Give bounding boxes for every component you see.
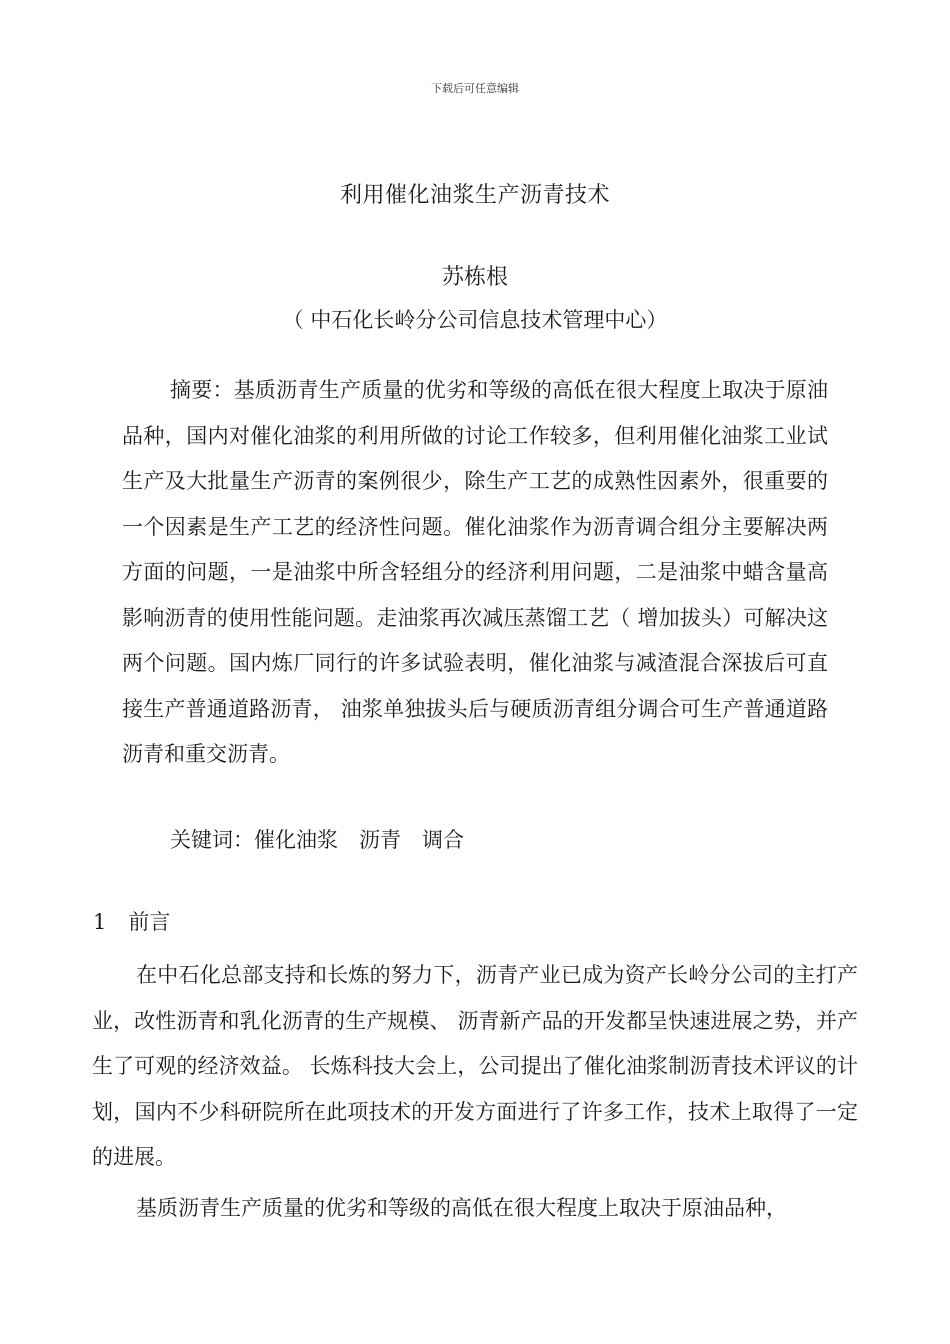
body-paragraph: 基质沥青生产质量的优劣和等级的高低在很大程度上取决于原油品种， [136, 1196, 787, 1220]
section-heading [93, 902, 170, 942]
body-paragraph: 在中石化总部支持和长炼的努力下，沥青产业已成为资产长岭分公司的主打产业，改性沥青和乳化沥青的生产规模、 沥青新产品的开发都呈快速进展之势，并产生了可观的经济效益。 长炼科技大会上，公司提出了催化油浆制沥青技术评议的计划，国内不少科研院所在此项技术的开发方面进行了许多工作，技术上取得了一定的进展。 [92, 963, 858, 1169]
author-affiliation: （ 中石化长岭分公司信息技术管理中心） [282, 308, 668, 332]
section-number: 1 [93, 910, 107, 934]
author-name: 苏栋根 [441, 265, 508, 290]
section-title: 前言 [128, 910, 171, 934]
abstract-text: 摘要：基质沥青生产质量的优劣和等级的高低在很大程度上取决于原油品种，国内对催化油浆的利用所做的讨论工作较多，但利用催化油浆工业试生产及大批量生产沥青的案例很少，除生产工艺的成熟性因素外，很重要的一个因素是生产工艺的经济性问题。催化油浆作为沥青调合组分主要解决两方面的问题，一是油浆中所含轻组分的经济利用问题，二是油浆中蜡含量高影响沥青的使用性能问题。走油浆再次减压蒸馏工艺（ 增加拔头）可解决这两个问题。国内炼厂同行的许多试验表明，催化油浆与减渣混合深拔后可直接生产普通道路沥青， 油浆单独拔头后与硬质沥青组分调合可生产普通道路沥青和重交沥青。 [122, 378, 828, 766]
header-note: 下载后可任意编辑 [431, 82, 519, 95]
document-title: 利用催化油浆生产沥青技术 [339, 183, 610, 208]
keywords-line: 关键词：催化油浆 沥青 调合 [170, 828, 464, 852]
